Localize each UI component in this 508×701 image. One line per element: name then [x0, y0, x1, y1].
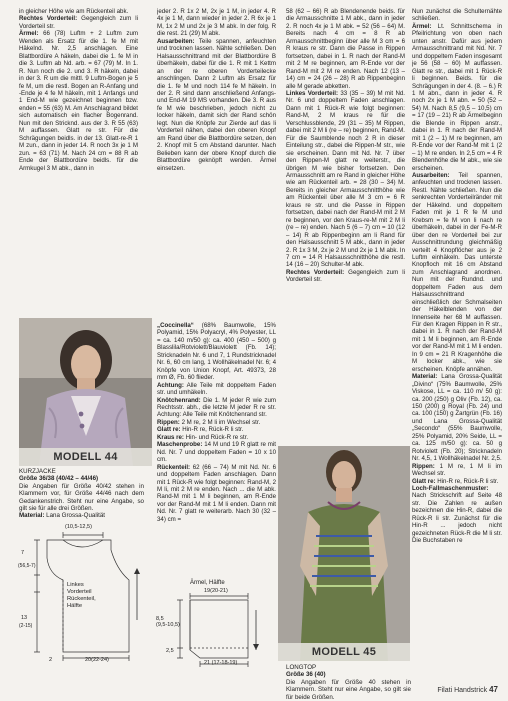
- paragraph: Loch-Fallmaschenmuster: Nach Strickschrift auf Seite 48 str. Die Zahlen re außen bezeichnen die Hin-R, dabei die Rück-R li str. Zunächst für die Hin-R ... jedoch nicht gezeichneten Rück-R die M li str. Die Buchstaben re: [412, 485, 502, 545]
- model-45-photo: [278, 446, 410, 661]
- section-heading: Ärmel:: [19, 30, 39, 38]
- size-heading: Größe 36/38 (40/42 – 44/46): [19, 475, 99, 483]
- dim-left-bot2: (2-15): [19, 623, 33, 629]
- paragraph: Glatt re: Hin-R re, Rück-R li str.: [157, 426, 244, 434]
- paragraph: Ausarbeiten: Teil spannen, anfeuchten und trocknen lassen. Restl. Nähte schließen. Nun die senkrechten Vorderteilränder mit der Häkelnd. und doppeltem Faden mit je 1 R fe M und Krebsm = fe M von li nach re überhäkeln, dabei in der Fe-M-R über den re Vorderteil bei zur Ausschnittrundung gleichmäßig verteilt 4 Knopflöcher aus je 2 Luftm einhäkeln. Das unterste Knopfloch mit 16 cm Abstand zum Anschlagrand anordnen. Nun mit der Rundnd. und doppeltem Faden aus dem Halsausschnittrand einschließlich der Schmalseiten der Häkelblenden von der Innenseite her 68 M auffassen. Für den Kragen Rippen in R str., dabei in 1. R nach der Rand-M mit 1 M li beginnen, am R-Ende vor der Rand-M mit 1 M li enden. In 9 cm = 21 R Kragenhöhe die M locker abk., wie sie erscheinen. Knöpfe annähen.: [412, 171, 502, 373]
- model-45-name: LONGTOP: [286, 664, 317, 671]
- text-column-4: [412, 8, 502, 680]
- page-number: 47: [489, 685, 498, 694]
- paragraph: Rippen: 1 M re, 1 M li im Wechsel str.: [412, 462, 502, 478]
- paragraph: [19, 30, 138, 172]
- page-footer: [437, 685, 498, 694]
- sleeve-dim-top: 19(20-21): [204, 588, 228, 594]
- text-column-3: [286, 8, 405, 433]
- paragraph: Kraus re: Hin- und Rück-R re str.: [157, 433, 249, 441]
- paragraph: Linkes Vorderteil: 33 (35 – 39) M mit Nd. Nr. 6 und doppeltem Faden anschlagen. Dann mit 1 Rück-R wie folgt beginnen: Rand-M, 2 M kraus re für die Verschlussblende, 29 (31 – 35) M Rippen, dabei mit 2 M li (re – re) beginnen, Rand-M. Für die Saumblende noch 2 R in dieser Einteilung str., dabei die Rippen-M str., wie sie erscheinen. Dann mit Nd. Nr. 7 über den Rippen-M glatt re weiterstr., die übrigen M wie bisher fortsetzen. Den Armausschnitt am re Rand in gleicher Höhe wie am Rückenteil arb. = 28 (30 – 34) M. Bereits in gleicher Armausschnitthöhe wie am Rückenteil über alle M 3 cm = 6 R kraus re str. und die Passe in Rippen fortsetzen, dabei nach der Rand-M mit 2 M re beginnen, vor den Kraus-re-M mit 2 M li (re – re) enden. Nach 5 (6 – 7) cm = 10 (12 – 14) R ab Rippenbeginn am li Rand für den Halsausschnitt 5 M abk., dann in jeder 2. R 1x 3 M, 2x je 2 M und 2x je 1 M abk. In 7 cm = 14 R Halsausschnitthöhe die restl. 14 (16 – 20) Schulter-M abk.: [286, 89, 405, 269]
- paragraph: jeder 2. R 1x 2 M, 2x je 1 M, in jeder 4. R 4x je 1 M, dann wieder in jeder 2. R 6x je 1 M, 1x 2 M und 2x je 3 M abk. In der folg. R die rest. 21 (29) M abk.: [157, 8, 276, 38]
- dim-left-bot: 13: [21, 615, 28, 621]
- dim-left-mid: (56,5-7): [18, 563, 36, 569]
- paragraph: Nun zunächst die Schulternähte schließen.: [412, 8, 502, 23]
- model-photo-illustration: [278, 446, 410, 661]
- section-text: Teile spannen, anfeuchten und trocknen lassen. Nähte schließen. Den Halsausschnittrand mit der Blattbordüre B überhäkeln, dabei für die 1. R mit 1 Kettm an der re oberen Vorderteilecke anschlingen. Dann 2 Luftm als Ersatz für die 1. fe M und noch 114 fe M häkeln. In der 2. R sind dann anschließend Anfangs- und End-M 19 MS vorhanden. Die 3. R aus fe M wie beschrieben, jedoch nicht zu locker häkeln, damit sich der Rand schön legt. Nun die Knöpfe zur Zierde auf das li Vorderteil nähen, dabei den oberen Knopf am Rand über die Blattbordüre setzen, den 2. Knopf mit 5 cm Abstand darunter. Nach Belieben kann der obere Knopf durch die Blattbordüre geknöpft werden. Ärmel einsetzen.: [157, 37, 276, 172]
- sleeve-dim-bottom: 21 (17-18-19): [204, 660, 238, 666]
- paragraph: Rückenteil: 62 (66 – 74) M mit Nd. Nr. 6 und doppeltem Faden anschlagen. Dann mit 1 Rück-R wie folgt beginnen: Rand-M, 2 M li, mit 2 M re enden. Nach ... die M abk. Rand-M mit 1 M li beginnen, am R-Ende vor der Rand-M mit 1 M li enden. Dann mit Nd. Nr. 7 glatt re weiterarb. Nach 30 (32 – 34) cm =: [157, 463, 276, 523]
- dim-bottom-left: 2: [49, 657, 53, 663]
- paragraph: in gleicher Höhe wie am Rückenteil abk.: [19, 8, 129, 15]
- dim-bottom: 20(22-24): [85, 657, 109, 663]
- paragraph: Achtung: Alle Teile mit doppeltem Faden str. und umhäkeln.: [157, 381, 276, 397]
- paragraph: [157, 38, 276, 172]
- paragraph: „Coccinella“ (68% Baumwolle, 15% Polyamid, 15% Polyacryl, 4% Polyester, LL = ca. 140 m/50 g): ca. 400 (450 – 500) g Blasslila/Rotviolett/Blauviolett (Fb. 14); Stricknadeln Nr. 6 und 7, 1 Rundstricknadel Nr. 6, 60 cm lang, 1 Wollhäkelnadel Nr. 6; 4 Knöpfe von Union Knopf, Art. 49373, 28 mm Ø, Fb. 60 flieder.: [157, 322, 276, 382]
- model-45-info: [286, 664, 411, 701]
- dim-top: (10,5-12,5): [65, 524, 92, 530]
- model-photo-illustration: [19, 318, 152, 466]
- paragraph: Knötchenrand: Die 1. M jeder R wie zum Rechtsstr. abh., die letzte M jeder R re str. Achtung: Alle Teile mit Knötchenrand str.: [157, 396, 276, 419]
- section-heading: Ausarbeiten:: [157, 37, 195, 45]
- section-heading: Linkes Vorderteil:: [286, 89, 339, 97]
- brand-name: Filati Handstrick: [437, 687, 488, 694]
- piece-label-1: Linkes Vorderteil Rückenteil, Hälfte: [67, 582, 96, 609]
- paragraph: [19, 15, 138, 30]
- schematic-aermel: [156, 580, 272, 668]
- material-line: Material: Lana Grossa-Qualität: [19, 512, 105, 520]
- size-text: Die Angaben für Größe 40/42 stehen in Klammern vor, für Größe 44/46 nach dem Gedankenstrich. Steht nur eine Angabe, so gilt sie für alle drei Größen.: [19, 482, 144, 513]
- schematic-vorderteil: [18, 524, 149, 665]
- model-45-label: MODELL 45: [278, 643, 410, 661]
- section-heading: Rechtes Vorderteil:: [286, 268, 345, 276]
- section-text: Gegengleich zum li Vorderteil str.: [19, 15, 138, 30]
- paragraph: Material: Lana Grossa-Qualität „Divino“ (75% Baumwolle, 25% Viskose, LL = ca. 110 m/ 50 g): ca. 200 (250) g Oliv (Fb. 12), ca. 150 (200) g Royal (Fb. 24) und ca. 100 (150) g Zartgrün (Fb. 16) und Lana Grossa-Qualität „Secondo“ (55% Baumwolle, 25% Polyamid, 20% Seide, LL = ca. 125 m/50 g): ca. 50 g Rotviolett (Fb. 20); Stricknadeln Nr. 4,5, 1 Wollhäkelnadel Nr. 2,5.: [412, 373, 502, 463]
- model-44-label: MODELL 44: [19, 448, 152, 466]
- paragraph: Rechtes Vorderteil: Gegengleich zum li Vorderteil str.: [286, 268, 405, 284]
- text-column-1: [19, 8, 138, 172]
- model-44-photo: [19, 318, 152, 466]
- paragraph: Rippen: 2 M re, 2 M li im Wechsel str.: [157, 418, 261, 426]
- text-column-2-top: [157, 8, 276, 278]
- paragraph: Ärmel: Lt. Schnittschema in Pfeilrichtung von oben nach unten anstr. Dafür aus jedem Armausschnittrand mit Nd. Nr. 7 und doppeltem Faden insgesamt je 56 (58 – 60) M auffassen. Glatt re str., dabei mit 1 Rück-R li beginnen. Beids. für die Schrägungen in der 4. (8. – 6.) R 1 M abn., dann in jeder 4. R noch 2x je 1 M abn. = 50 (52 – 54) M. Nach 8,5 (9,5 – 10,5) cm = 17 (19 – 21) R ab Ärmelbeginn die Blende in Rippen anstr., dabei in 1. R nach der Rand-M mit 1 (2 – 1) M re beginnen, am R-Ende vor der Rand-M mit 1 (2 – 1) M re enden. In 2,5 cm = 4 R Blendenhöhe die M abk., wie sie erscheinen.: [412, 22, 502, 172]
- paragraph: Maschenprobe: 14 M und 19 R glatt re mit Nd. Nr. 7 und doppeltem Faden = 10 x 10 cm.: [157, 441, 276, 464]
- sleeve-dim-left-bot: 2,5: [166, 648, 174, 654]
- text-column-2-bottom: [157, 322, 276, 622]
- section-text: 66 (78) Luftm + 2 Luftm zum Wenden als Ersatz für die 1. fe M mit Häkelnd. Nr. 2,5 anschlagen. Eine Blattbordüre A häkeln, dabei die 1. fe M in die 3. Luftm ab Nd. arb. = 67 (79) M. In 1. R. Nun noch die 2. und 3. R häkeln, dabei in der 3. R um die mittl. 9 Luftm-Bogen je 5 fe M, um die restl. Bogen an R-Anfang und -Ende je 4 fe M häkeln, mit 1 Anfangs und 1 End-M wie gezeichnet beginnen bzw. enden = 55 (63) M. Am Anschlagrand bildet sich automatisch ein flacher Bogenrand. Nun mit den Stricknd. aus der 3. R 55 (63) M auffassen. Glatt re str. Für die Schrägungen beidls. in der 13. Glatt-re-R 1 M zun., dann in jeder 14. R noch 3x je 1 M zun. = 63 (71) M. Nach 24 cm = 88 R ab Ende der Blattbordüre beidls. für die Armkugel 3 M abk., dann in: [19, 30, 138, 172]
- paragraph: 58 (62 – 66) R ab Blendenende beids. für die Armausschnitte 1 M abk., dann in jeder 2. R noch 4x je 1 M abk. = 52 (56 – 64) M. Bereits nach 4 cm = 8 R ab Armausschnittbeginn über alle M 3 cm = 6 R kraus re str. Dann die Passe in Rippen fortsetzen, dabei in 1. R nach der Rand-M mit 2 M re beginnen, am R-Ende vor der Rand-M mit 2 M re enden. Nach 12 (13 – 14) cm = 24 (26 – 28) R ab Rippenbeginn alle M gerade abketten.: [286, 8, 405, 90]
- model-44-name: KURZJACKE: [19, 468, 56, 475]
- dim-left-top: 7: [21, 550, 25, 556]
- yarn-name: „Coccinella“: [157, 322, 194, 329]
- sleeve-dim-left: 8,5 (9,5-10,5): [156, 616, 180, 628]
- section-heading: Rechtes Vorderteil:: [19, 15, 78, 23]
- paragraph: Glatt re: Hin-R re, Rück-R li str.: [412, 477, 499, 485]
- size-heading: Größe 36 (40): [286, 671, 326, 679]
- sleeve-title: Ärmel, Hälfte: [190, 580, 225, 586]
- size-text: Die Angaben für Größe 40 stehen in Klammern. Steht nur eine Angabe, so gilt sie für beide Größen.: [286, 678, 411, 701]
- model-44-info: [19, 468, 144, 520]
